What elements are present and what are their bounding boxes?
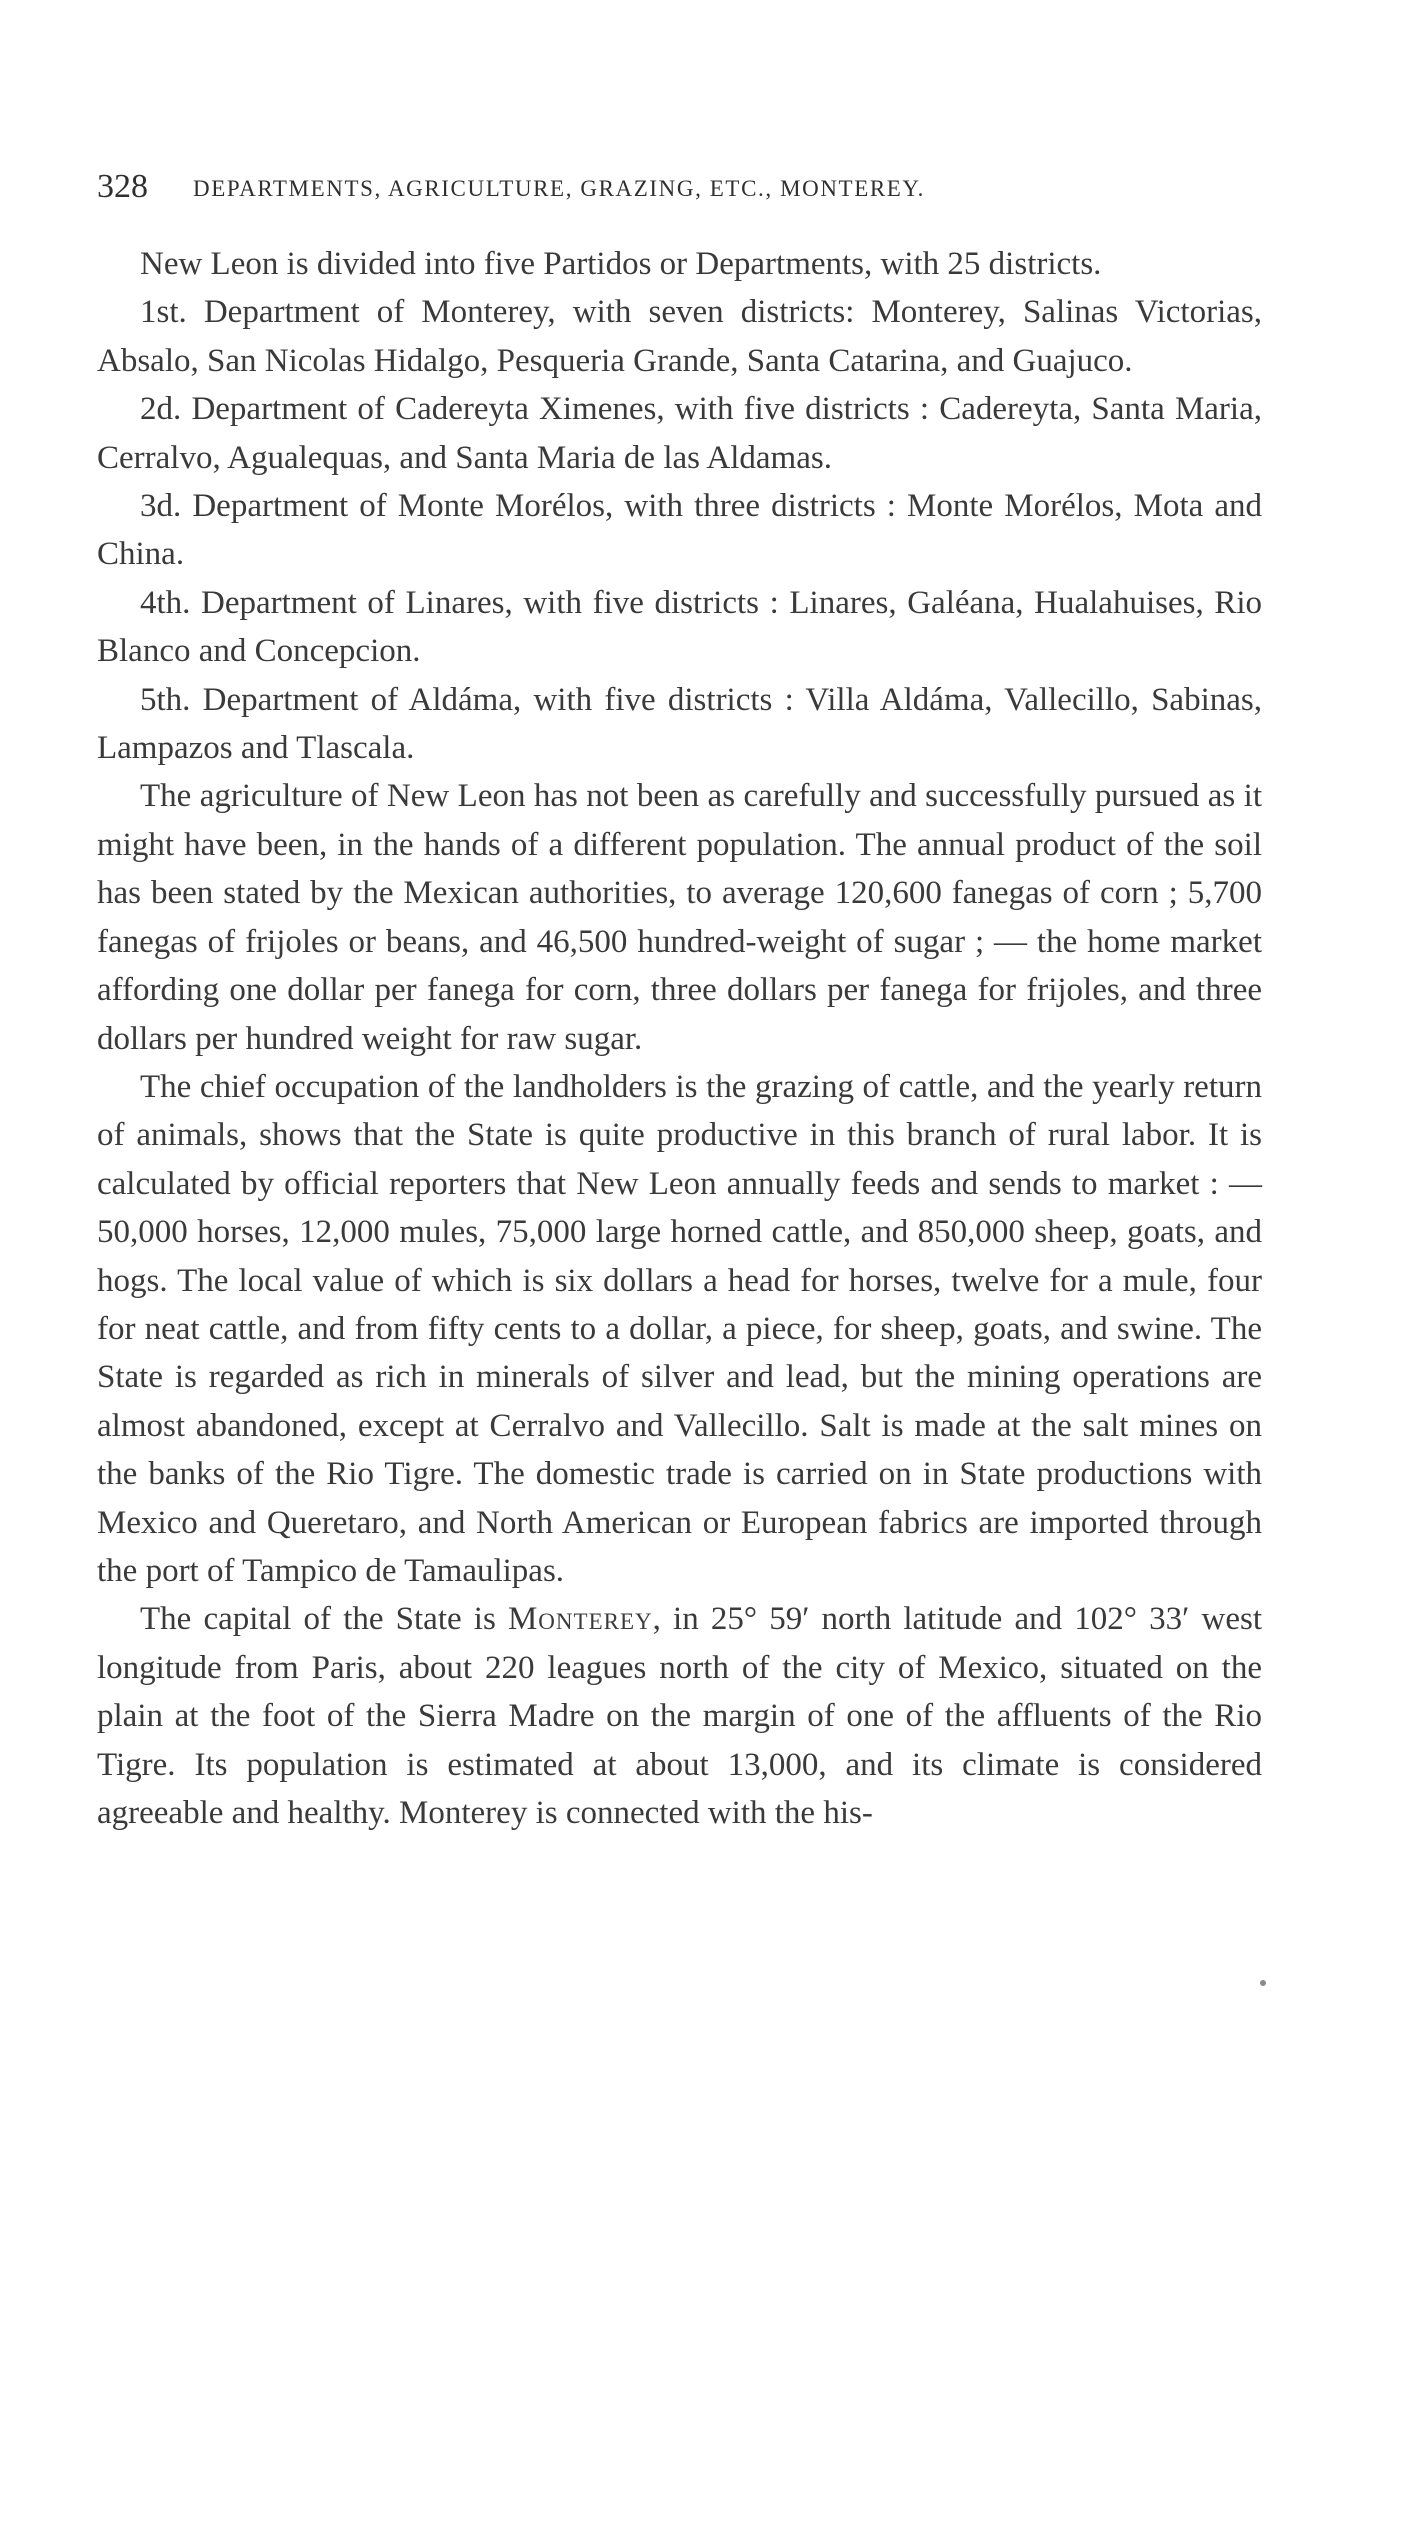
capital-city-name: Monterey	[507, 1601, 653, 1638]
paragraph-agriculture: The agriculture of New Leon has not been as carefully and successfully pursued as it might have been, in the hands of a different population. The annual product of the soil has been stated by the Mexican authorities, to average 120,600 fanegas of corn ; 5,700 fanegas of frijoles or beans, and 46,500 hundred-weight of sugar ; — the home market affording one dollar per fanega for corn, three dollars per fanega for frijoles, and three dollars per hundred weight for raw sugar.	[97, 778, 1262, 1057]
paragraph-departments-intro: New Leon is divided into five Partidos or Departments, with 25 districts.	[140, 246, 1102, 282]
running-head	[97, 162, 1257, 212]
paragraph-grazing: The chief occupation of the landholders is the grazing of cattle, and the yearly return of animals, shows that the State is quite productive in this branch of rural labor. It is calculated by official reporters that New Leon annually feeds and sends to market : — 50,000 horses, 12,000 mules, 75,000 large horned cattle, and 850,000 sheep, goats, and hogs. The local value of which is six dollars a head for horses, twelve for a mule, four for neat cattle, and from fifty cents to a dollar, a piece, for sheep, goats, and swine. The State is regarded as rich in minerals of silver and lead, but the mining operations are almost abandoned, except at Cerralvo and Vallecillo. Salt is made at the salt mines on the banks of the Rio Tigre. The domestic trade is carried on in State productions with Mexico and Queretaro, and North American or European fabrics are imported through the port of Tampico de Tamaulipas.	[97, 1068, 1262, 1589]
paragraph-capital	[97, 1595, 1262, 1837]
paragraph-department-5: 5th. Department of Aldáma, with five districts : Villa Aldáma, Vallecillo, Sabinas, Lampazos and Tlascala.	[97, 681, 1262, 767]
body-text	[97, 240, 1262, 1837]
paragraph-department-3: 3d. Department of Monte Morélos, with three districts : Monte Morélos, Mota and China.	[97, 488, 1262, 573]
running-title: DEPARTMENTS, AGRICULTURE, GRAZING, ETC., MONTEREY.	[193, 176, 926, 201]
ink-speck	[1260, 1980, 1266, 1986]
capital-text-before: The capital of the State is	[140, 1601, 508, 1638]
paragraph-department-2: 2d. Department of Cadereyta Ximenes, with five districts : Cadereyta, Santa Maria, Cerralvo, Agualequas, and Santa Maria de las Aldamas.	[97, 391, 1262, 476]
paragraph-department-1: 1st. Department of Monterey, with seven districts: Monterey, Salinas Victorias, Absalo, San Nicolas Hidalgo, Pesqueria Grande, Santa Catarina, and Guajuco.	[97, 294, 1262, 379]
page-number: 328	[97, 168, 148, 205]
capital-text-after: , in 25° 59′ north latitude and 102° 33′ west longitude from Paris, about 220 leagues north of the city of Mexico, situated on the plain at the foot of the Sierra Madre on the margin of one of the affluents of the Rio Tigre. Its population is estimated at about 13,000, and its climate is considered agreeable and healthy. Monterey is connected with the his-	[97, 1601, 1262, 1831]
paragraph-department-4: 4th. Department of Linares, with five districts : Linares, Galéana, Hualahuises, Rio Blanco and Concepcion.	[97, 584, 1262, 670]
